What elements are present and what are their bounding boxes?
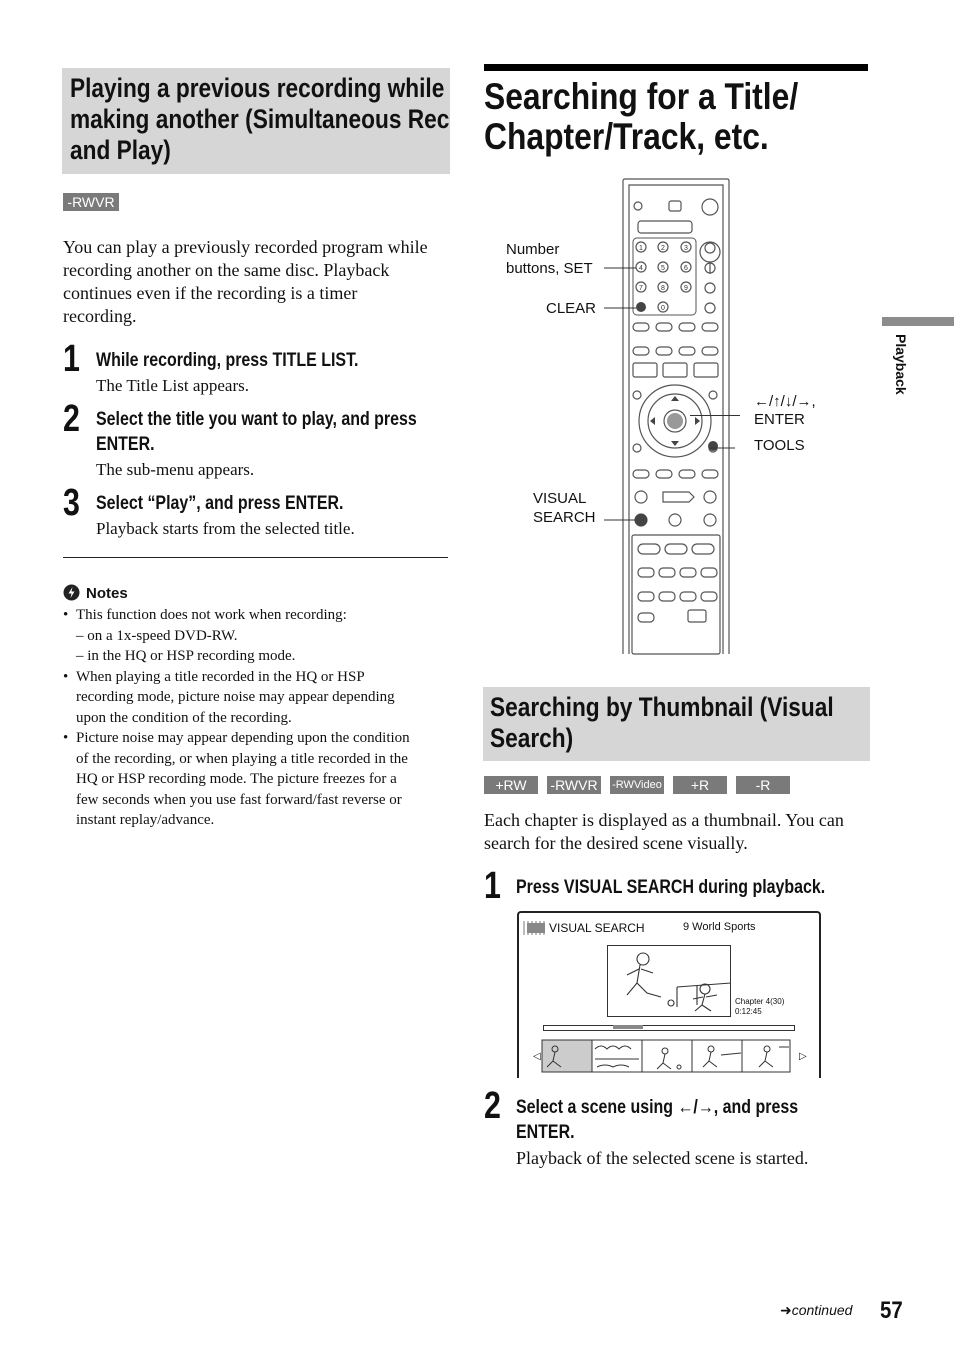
step-description: Playback starts from the selected title. [96,519,355,538]
subheading: Searching by Thumbnail (Visual Search) [490,692,834,753]
remote-control-illustration [600,176,735,658]
timeline-marker [613,1025,643,1029]
step-number: 2 [63,398,80,440]
svg-text:3: 3 [684,245,688,252]
note-item: – on a 1x-speed DVD-RW. [76,627,238,644]
svg-text:2: 2 [661,245,665,252]
svg-text:6: 6 [684,265,688,272]
title-rule [484,64,868,71]
disc-badge-rwvr: -RWVR [547,776,601,794]
disc-badge-rwvideo: -RWVideo [610,776,664,794]
svg-text:9: 9 [684,285,688,292]
step-title: While recording, press TITLE LIST. [96,350,359,371]
disc-badge-r: -R [736,776,790,794]
step-number: 2 [484,1085,501,1127]
label-clear: CLEAR [546,300,597,317]
label-tools: TOOLS [754,437,805,454]
step-title: Select a scene using ←/→, and press ENTER. [516,1097,799,1143]
left-arrow-icon[interactable]: ◁ [533,1051,541,1062]
thumbnail-strip [541,1039,791,1073]
note-item: • This function does not work when recording: [63,607,347,623]
step-description: The sub-menu appears. [96,460,255,479]
left-intro: You can play a previously recorded program while recording another on the same disc. Playback continues even if the recording is a timer recording. [63,237,428,326]
svg-text:1: 1 [639,245,643,252]
arrow-right-icon: ➜ [780,1302,792,1318]
svg-text:5: 5 [661,265,665,272]
disc-badge-plus-rw: +RW [484,776,538,794]
step-title: Select “Play”, and press ENTER. [96,493,344,514]
callout-line [690,415,740,416]
screen-header-label: VISUAL SEARCH [549,921,645,935]
step-number: 1 [63,338,80,380]
label-enter: ENTER [754,411,805,428]
svg-text:7: 7 [639,285,643,292]
disc-badge-rwvr: -RWVR [63,193,119,211]
visual-search-screen [517,911,821,1078]
preview-image [607,945,731,1017]
section-tab-bar [882,317,954,326]
step-number: 1 [484,865,501,907]
chapter-label: Chapter 4(30) [735,997,785,1006]
notes-icon [63,584,80,601]
right-intro: Each chapter is displayed as a thumbnail. You can search for the desired scene visually. [484,810,844,853]
note-item: • Picture noise may appear depending upon the condition of the recording, or when playing a title recorded in the HQ or HSP recording mode. The picture freezes for a few seconds when you use fast forward/fast reverse or instant replay/advance. [63,730,410,828]
svg-text:8: 8 [661,285,665,292]
note-item: • When playing a title recorded in the HQ or HSP recording mode, picture noise may appear depending upon the condition of the recording. [63,668,395,726]
label-arrows: ←/↑/↓/→, [754,393,816,410]
step-title: Select the title you want to play, and press ENTER. [96,409,417,455]
screen-header-icon [527,923,545,933]
section-tab-label: Playback [893,334,909,395]
notes-list [63,605,453,831]
time-label: 0:12:45 [735,1007,762,1016]
note-item: – in the HQ or HSP recording mode. [76,648,296,664]
step-description: Playback of the selected scene is started. [516,1148,809,1168]
continued-note: ➜continued [780,1302,853,1318]
step-number: 3 [63,482,80,524]
label-number-buttons: Number buttons, SET [506,241,593,277]
notes-heading: Notes [63,584,128,602]
divider [63,557,448,558]
svg-text:4: 4 [639,265,643,272]
step-title: Press VISUAL SEARCH during playback. [516,877,826,898]
step-description: The Title List appears. [96,376,249,395]
page-number: 57 [880,1297,903,1324]
page-title: Searching for a Title/ Chapter/Track, etc. [484,76,799,157]
timeline-bar [543,1025,795,1031]
left-heading: Playing a previous recording while making another (Simultaneous Rec and Play) [70,73,450,165]
label-visual-search: VISUAL SEARCH [533,490,596,526]
svg-text:0: 0 [661,305,665,312]
disc-badge-plus-r: +R [673,776,727,794]
screen-program-name: 9 World Sports [683,921,756,933]
right-arrow-icon[interactable]: ▷ [799,1051,807,1062]
